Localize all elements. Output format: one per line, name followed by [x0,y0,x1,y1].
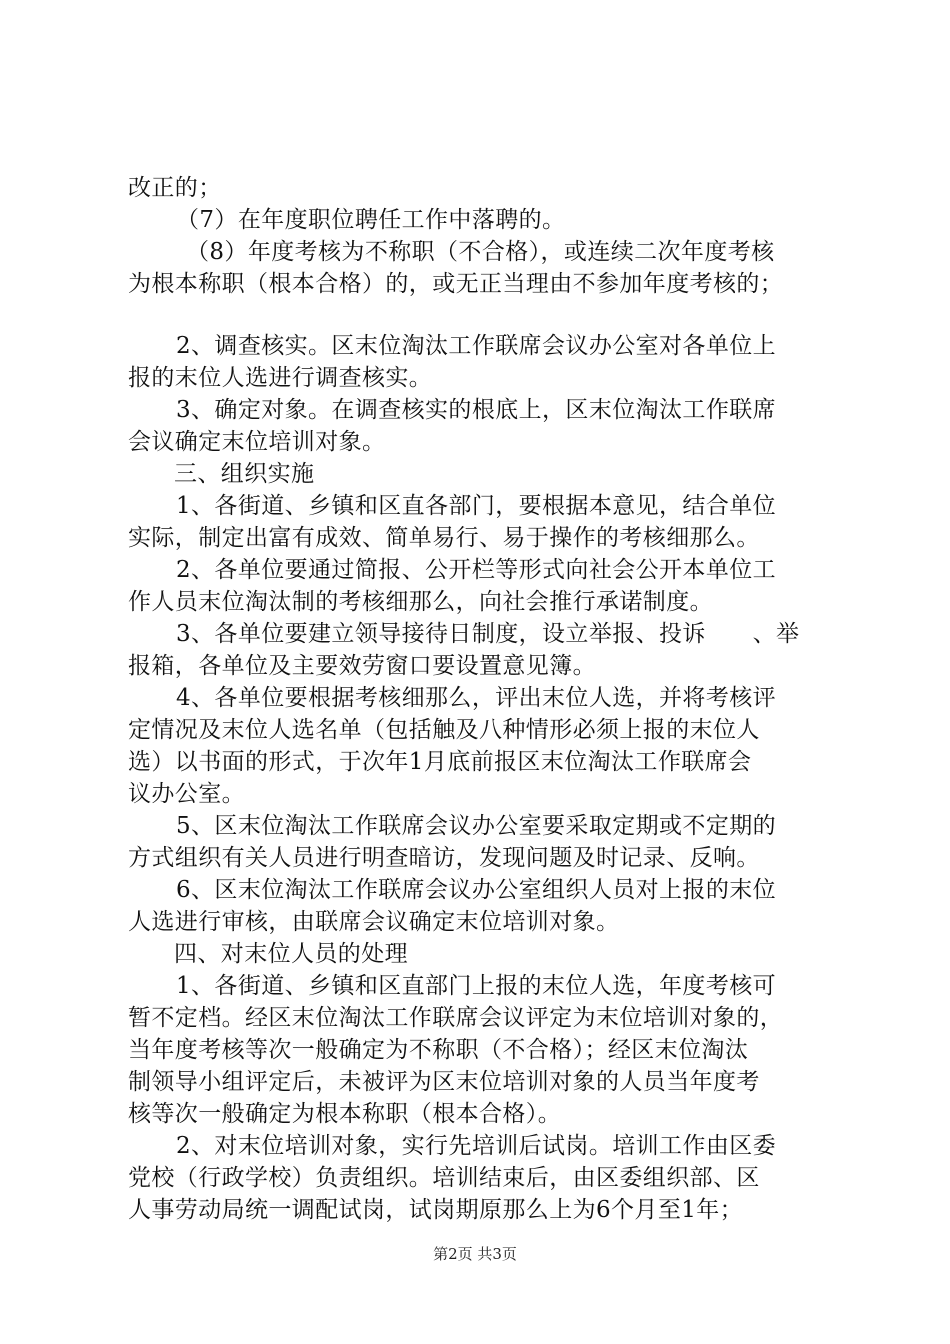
text-line: 2、调查核实。区末位淘汰工作联席会议办公室对各单位上 [176,333,777,359]
text-line: （8）年度考核为不称职（不合格），或连续二次年度考核 [186,239,775,265]
page-number-footer: 第2页 共3页 [433,1245,517,1263]
document-body [128,172,848,1226]
text-line: 3、确定对象。在调查核实的根底上，区末位淘汰工作联席 [176,397,777,423]
text-line: 2、对末位培训对象，实行先培训后试岗。培训工作由区委 [176,1133,777,1159]
text-line: 1、各街道、乡镇和区直部门上报的末位人选，年度考核可 [176,973,777,999]
text-line: 方式组织有关人员进行明查暗访，发现问题及时记录、反响。 [128,845,760,871]
text-line: 实际，制定出富有成效、简单易行、易于操作的考核细那么。 [128,525,760,551]
text-line: 当年度考核等次一般确定为不称职（不合格）；经区末位淘汰 [128,1037,749,1063]
text-line: 6、区末位淘汰工作联席会议办公室组织人员对上报的末位 [176,877,777,903]
text-line: 定情况及末位人选名单（包括触及八种情形必须上报的末位人 [128,717,760,743]
text-line: 议办公室。 [128,781,245,807]
section-heading: 三、组织实施 [174,461,315,487]
text-line: 党校（行政学校）负责组织。培训结束后，由区委组织部、区 [128,1165,760,1191]
text-line: 选）以书面的形式，于次年1月底前报区末位淘汰工作联席会 [128,749,752,775]
text-line: 改正的； [128,175,222,201]
blank-line [128,300,848,330]
text-line: 核等次一般确定为根本称职（根本合格）。 [128,1101,562,1127]
text-line: 人选进行审核，由联席会议确定末位培训对象。 [128,909,620,935]
text-line: 人事劳动局统一调配试岗，试岗期原那么上为6个月至1年； [128,1197,744,1223]
text-line: 5、区末位淘汰工作联席会议办公室要采取定期或不定期的 [176,813,777,839]
text-line: 制领导小组评定后，未被评为区末位培训对象的人员当年度考 [128,1069,760,1095]
text-line: 报的末位人选进行调查核实。 [128,365,433,391]
text-line: 会议确定末位培训对象。 [128,429,386,455]
text-line: 报箱，各单位及主要效劳窗口要设置意见簿。 [128,653,596,679]
text-line: 3、各单位要建立领导接待日制度，设立举报、投诉 、举 [176,621,800,647]
text-line: 4、各单位要根据考核细那么，评出末位人选，并将考核评 [176,685,777,711]
text-line: 暂不定档。经区末位淘汰工作联席会议评定为末位培训对象的， [128,1005,784,1031]
text-line: 作人员末位淘汰制的考核细那么，向社会推行承诺制度。 [128,589,713,615]
text-line: 为根本称职（根本合格）的，或无正当理由不参加年度考核的； [128,271,784,297]
section-heading: 四、对末位人员的处理 [174,941,408,967]
text-line: （7）在年度职位聘任工作中落聘的。 [176,207,566,233]
text-line: 1、各街道、乡镇和区直各部门，要根据本意见，结合单位 [176,493,777,519]
text-line: 2、各单位要通过简报、公开栏等形式向社会公开本单位工 [176,557,777,583]
